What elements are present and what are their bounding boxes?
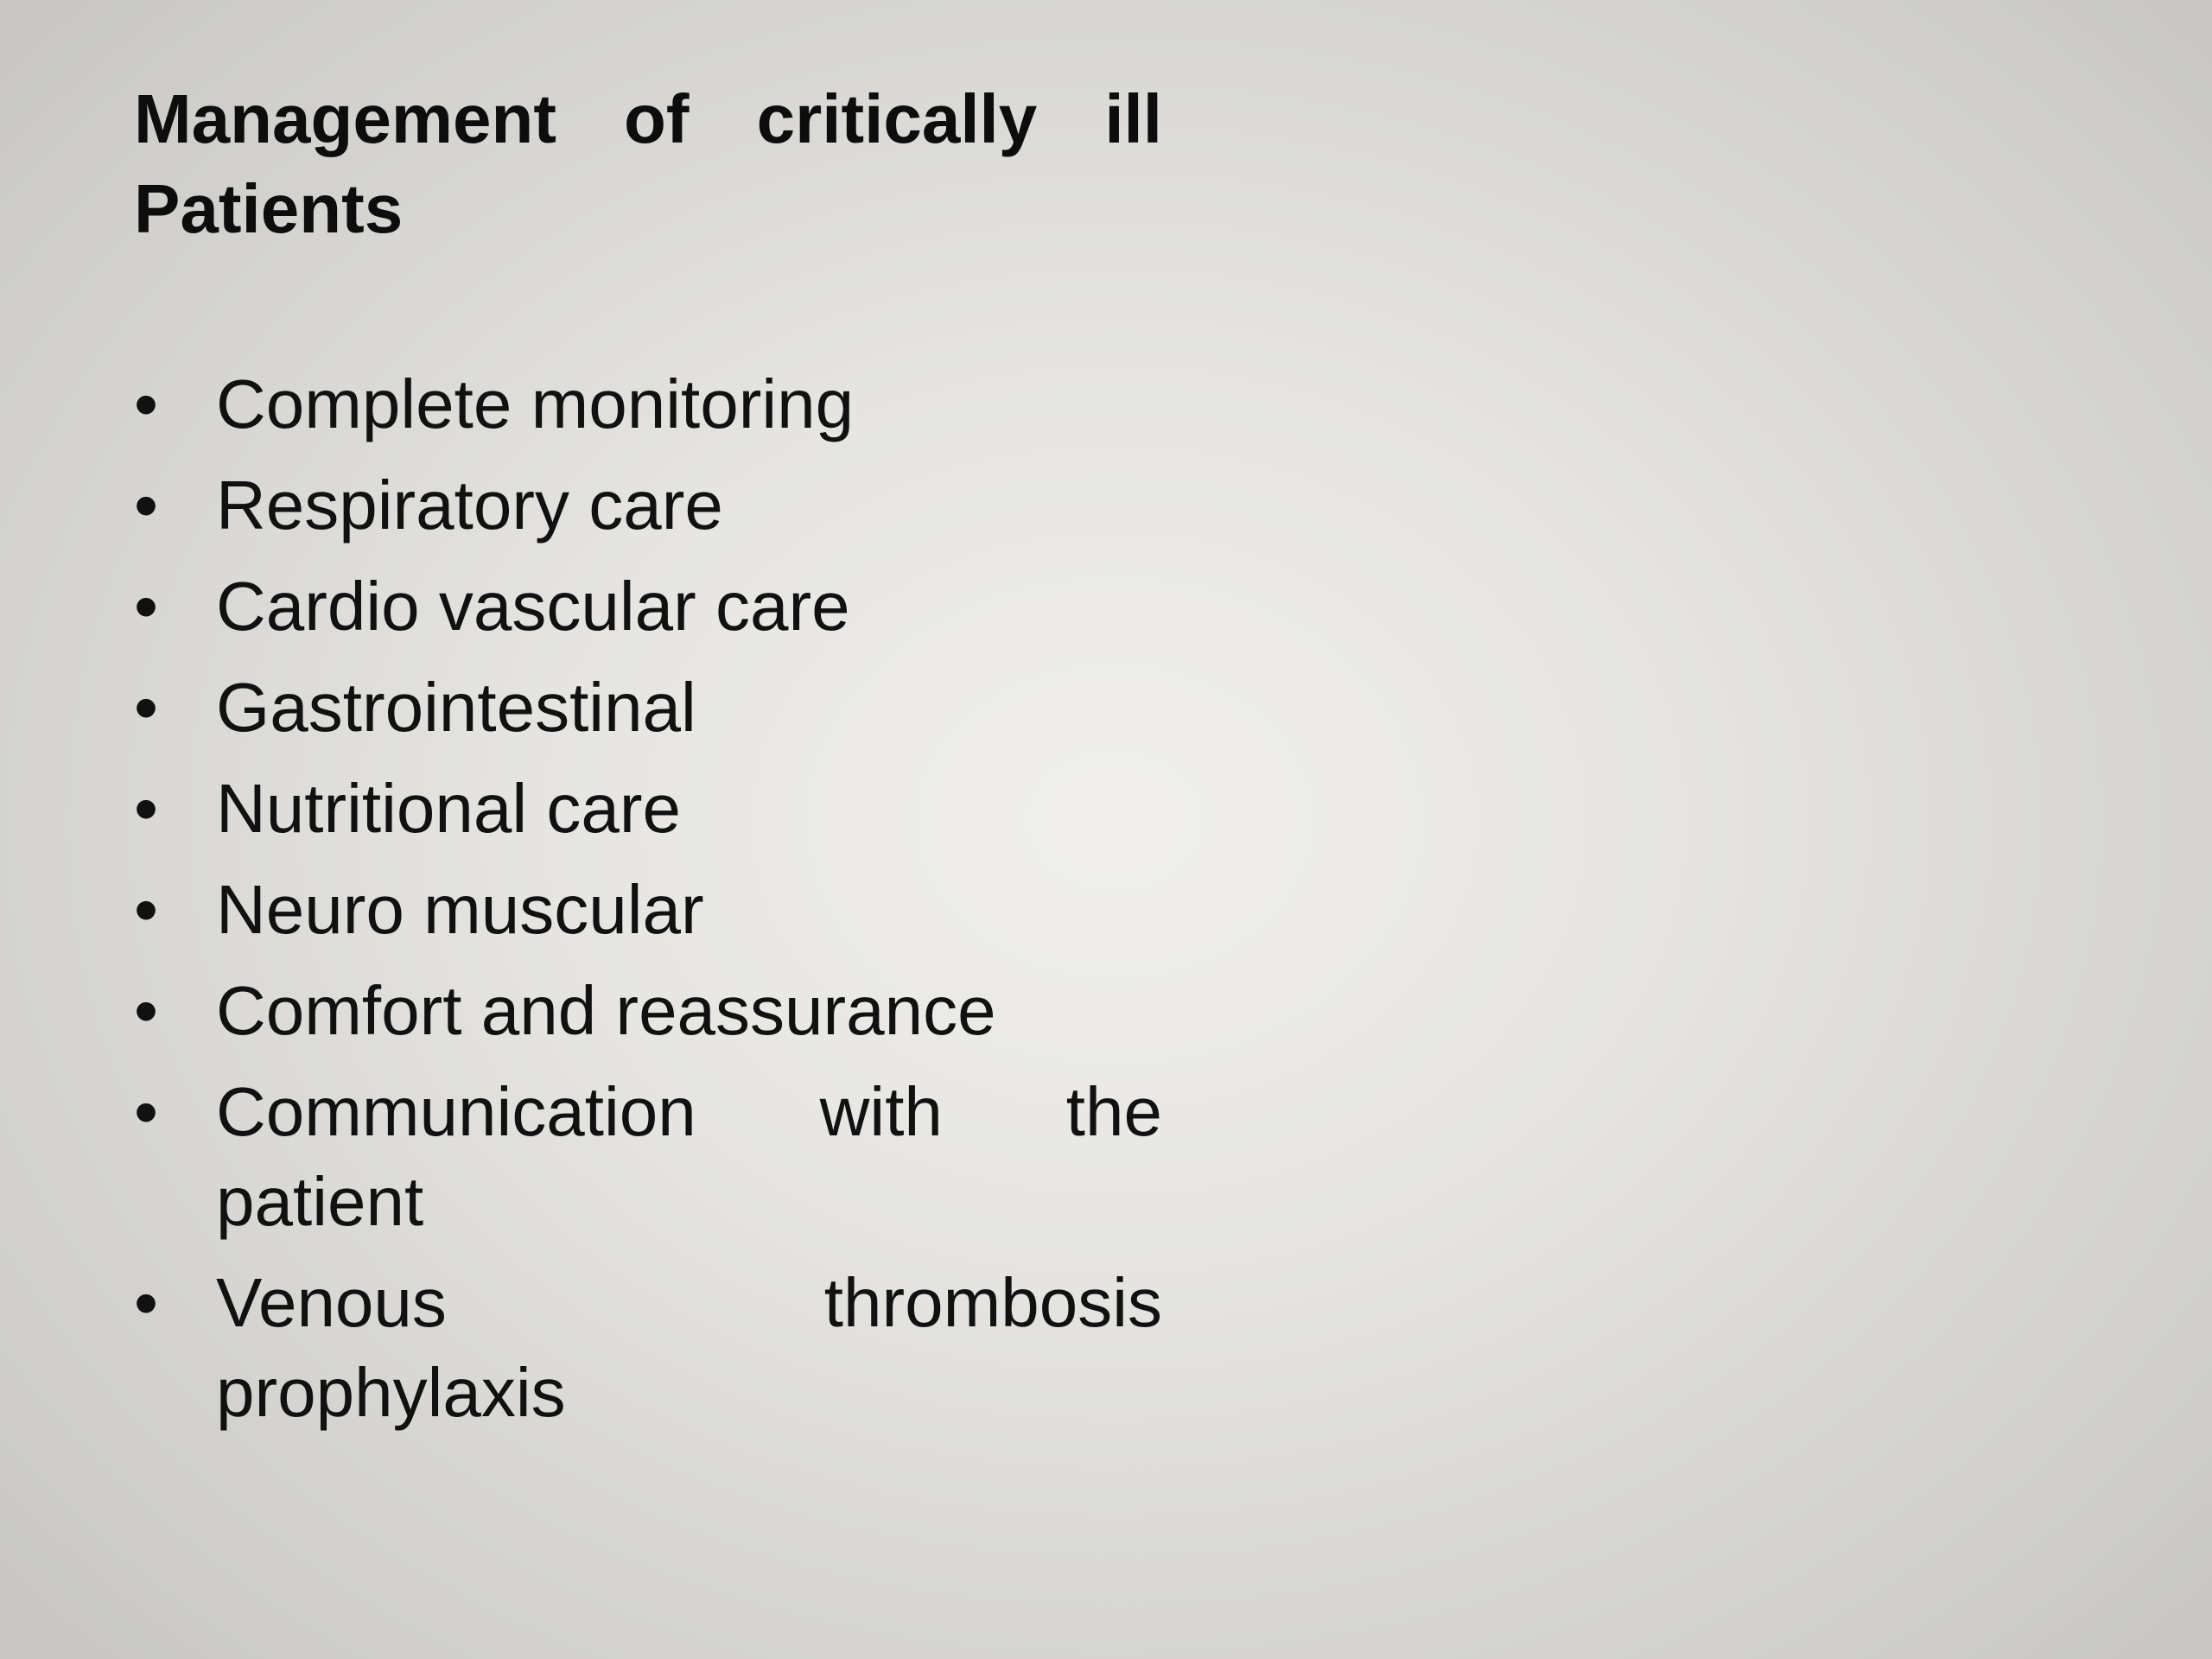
bullet-icon: • <box>134 568 159 645</box>
bullet-icon: • <box>134 1073 159 1150</box>
bullet-text: Neuro muscular <box>216 871 704 948</box>
bullet-item-cardio-vascular-care <box>134 562 1162 652</box>
bullet-text: Cardio vascular care <box>216 568 850 645</box>
slide-title: Management of critically ill Patients <box>134 80 1162 247</box>
bullet-icon: • <box>134 365 159 442</box>
bullet-item-venous-thrombosis-prophylaxis <box>134 1258 1162 1438</box>
bullet-item-comfort-and-reassurance <box>134 966 1162 1056</box>
bullet-text: Complete monitoring <box>216 365 855 442</box>
bullet-text: Gastrointestinal <box>216 669 696 746</box>
bullet-icon: • <box>134 1264 159 1341</box>
bullet-list <box>134 359 1162 1449</box>
bullet-icon: • <box>134 467 159 543</box>
bullet-item-communication-with-patient <box>134 1067 1162 1247</box>
bullet-text: Comfort and reassurance <box>216 972 996 1049</box>
bullet-icon: • <box>134 669 159 746</box>
bullet-text: Venous thrombosis prophylaxis <box>216 1264 1162 1431</box>
bullet-item-nutritional-care <box>134 764 1162 854</box>
bullet-text: Communication with the patient <box>216 1073 1162 1240</box>
bullet-item-respiratory-care <box>134 461 1162 550</box>
bullet-icon: • <box>134 770 159 847</box>
bullet-item-gastrointestinal <box>134 663 1162 753</box>
bullet-icon: • <box>134 871 159 948</box>
bullet-icon: • <box>134 972 159 1049</box>
bullet-item-complete-monitoring <box>134 359 1162 449</box>
bullet-text: Respiratory care <box>216 467 723 543</box>
bullet-text: Nutritional care <box>216 770 682 847</box>
bullet-item-neuro-muscular <box>134 865 1162 955</box>
